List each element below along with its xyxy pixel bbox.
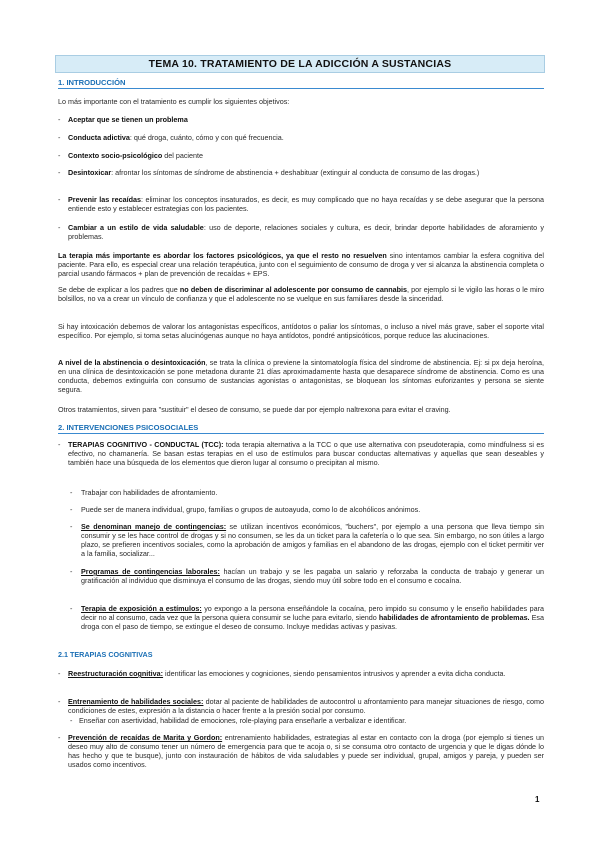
paragraph-parents	[58, 285, 544, 303]
bullet-dash: -	[70, 522, 73, 531]
objective-title: Contexto socio-psicológico	[68, 151, 163, 160]
paragraph-other-treatments: Otros tratamientos, sirven para "sustituir" el deseo de consumo, se puede dar por ejemplo naltrexona para evitar el craving.	[58, 405, 451, 414]
objective-title: Prevenir las recaídas	[68, 195, 141, 204]
objective-title: Desintoxicar	[68, 168, 112, 177]
objective-text: : afrontar los síntomas de síndrome de abstinencia + deshabituar (extinguir al conducta de consumo de las drogas.)	[111, 168, 480, 177]
subitem-text: Trabajar con habilidades de afrontamiento.	[81, 488, 218, 497]
objective-item	[58, 133, 544, 142]
bullet-dash: -	[58, 440, 61, 449]
cognitive-item-text: dotar al paciente de habilidades de autocontrol u afrontamiento para manejar situaciones de riesgo, como condiciones de estes, expresión a la distancia o hacer frente a la presión social por consumo.	[68, 697, 544, 715]
bold-phrase: no deben de discriminar al adolescente por consumo de cannabis	[179, 285, 407, 294]
document-title-box	[55, 55, 545, 73]
objective-title: Conducta adictiva	[68, 133, 130, 142]
subitem-text: hacían un trabajo y se les pagaba un salario y reforzaba la conducta de trabajo y generar un gratificación al individuo que disminuya el consumo de las drogas, siendo muy útil sobre todo en el consumo e cocaína.	[81, 567, 544, 585]
objective-item	[58, 115, 544, 124]
objective-title: Aceptar que se tienen un problema	[68, 115, 188, 124]
cognitive-item-text: identificar las emociones y cogniciones, siendo pensamientos intrusivos y aprender a evita dicha conducta.	[163, 669, 506, 678]
cognitive-item	[58, 669, 544, 678]
paragraph-psychological-factors	[58, 251, 544, 278]
page-number: 1	[535, 795, 540, 804]
objective-item	[58, 168, 544, 177]
objective-text: : eliminar los conceptos insaturados, es decir, es muy complicado que no haya recaídas y se debe asegurar que la persona entiende esto y establecer estrategias con los pacientes.	[68, 195, 544, 213]
intro-paragraph: Lo más importante con el tratamiento es cumplir los siguientes objetivos:	[58, 97, 290, 106]
objective-item	[58, 195, 544, 213]
paragraph-text: , por ejemplo si le vigilo las horas o le miro bolsillos, no va a crear un vínculo de confianza y que el adolescente no se vuelque en sus familiares desde la sinceridad.	[58, 285, 544, 303]
objective-text: : qué droga, cuánto, cómo y con qué frecuencia.	[129, 133, 284, 142]
tcc-subitem	[70, 505, 544, 514]
subitem-text: yo expongo a la persona enseñándole la cocaína, pero impido su consumo y le enseño habilidades para decir no al consumo, cada vez que la persona quiera consumir se luche para evitarlo, siendo	[81, 604, 544, 622]
tcc-subitem	[70, 567, 544, 585]
bullet-dash: -	[70, 505, 73, 514]
nested-item	[70, 716, 544, 725]
tcc-text: toda terapia alternativa a la TCC o que use alternativa con pseudoterapia, como mindfulness si es efectivo, no chamanería. Se basan estas terapias en el uso de estímulos para buscar conductas alternativas y aquellas que sean deseables y también hace una búsqueda de los elementos que dieron lugar al consumo o precipitan al mismo.	[68, 440, 545, 467]
bold-phrase: habilidades de afrontamiento de problemas.	[378, 613, 530, 622]
cognitive-item-title: Prevención de recaídas de Marita y Gordon:	[68, 733, 223, 742]
bullet-dash: -	[58, 223, 61, 232]
subitem-text: Puede ser de manera individual, grupo, familias o grupos de autoayuda, como lo de alcohólicos anónimos.	[81, 505, 421, 514]
bullet-dash: -	[58, 133, 61, 142]
tcc-item	[58, 440, 544, 467]
bullet-dash: -	[58, 697, 61, 706]
paragraph-text: Se debe de explicar a los padres que	[58, 285, 180, 294]
bullet-dash: -	[70, 488, 73, 497]
bold-lead: La terapia más importante es abordar los factores psicológicos, ya que el resto no resuelven	[58, 251, 387, 260]
subitem-text: se utilizan incentivos económicos, "buchers", por ejemplo a una persona que lleva tiempo sin consumir y se les hace control de drogas y si no consumen, se les da un ticket para la cafetería o lo que sea. Sin embargo, no son útiles a largo plazo, se prefieren incentivos sociales, como la aprobación de amigos y familias en el abandono de las drogas, ejemplo con el ticket permitir ver a la familia, socializar...	[81, 522, 544, 558]
tcc-subitem	[70, 488, 544, 497]
subitem-title: Terapia de exposición a estímulos:	[81, 604, 202, 613]
bullet-dash: -	[58, 195, 61, 204]
bold-lead: A nivel de la abstinencia o desintoxicación	[58, 358, 206, 367]
document-title: TEMA 10. TRATAMIENTO DE LA ADICCIÓN A SUSTANCIAS	[148, 58, 452, 70]
section-heading-introduccion: 1. INTRODUCCIÓN	[58, 78, 544, 89]
subsection-heading-terapias-cognitivas: 2.1 TERAPIAS COGNITIVAS	[58, 650, 153, 659]
tcc-subitem	[70, 522, 544, 558]
objective-title: Cambiar a un estilo de vida saludable	[68, 223, 204, 232]
tcc-title: TERAPIAS COGNITIVO - CONDUCTAL (TCC):	[68, 440, 224, 449]
paragraph-intoxication: Si hay intoxicación debemos de valorar los antagonistas específicos, antídotos o paliar los síntomas, o incluso a nivel más grave, saber el soporte vital específico. Por ejemplo, si toma setas alucinógenas aunque no haya antídotos, pondré antipsicóticos, porque reduce las alucinaciones.	[58, 322, 544, 340]
bullet-dash: -	[58, 733, 61, 742]
bullet-dash: -	[58, 151, 61, 160]
cognitive-item-title: Reestructuración cognitiva:	[68, 669, 164, 678]
cognitive-item-title: Entrenamiento de habilidades sociales:	[68, 697, 204, 706]
bullet-dash: -	[70, 567, 73, 576]
bullet-dash: -	[58, 115, 61, 124]
cognitive-item	[58, 733, 544, 769]
paragraph-text: , se trata la clínica o previene la sintomatología física del síndrome de abstinencia. Ej: si px deja heroína, en una clínica de desintoxicación se pone metadona durante 21 días aproximadamente hasta que desaparece síndrome de abstinencia. Como es una conducta, debemos extinguirla con consumo de sustancias agonistas o antagonistas, se bloquean los síntomas euforizantes y persona se siente segura.	[58, 358, 544, 394]
cognitive-item-text: entrenamiento habilidades, estrategias al estar en contacto con la droga (por ejemplo si tienes un deseo muy alto de consumo tener un número de emergencia para que te acoja o, si se consuma otro contacto de urgencia y que le digas dónde lo has hecho y que te busque), junto con instauración de hábitos de vida saludables y puede ser individual, grupal, amigos y pareja, y pueden ser usados como incentivos.	[68, 733, 545, 769]
bullet-dash: -	[58, 168, 61, 177]
nested-item-text: Enseñar con asertividad, habilidad de emociones, role-playing para enseñarle a verbalizar e identificar.	[79, 716, 407, 725]
section-heading-intervenciones: 2. INTERVENCIONES PSICOSOCIALES	[58, 423, 544, 434]
tcc-subitem	[70, 604, 544, 631]
objective-item	[58, 223, 544, 241]
bullet-dash: -	[70, 716, 73, 725]
subitem-title: Se denominan manejo de contingencias:	[81, 522, 227, 531]
paragraph-text: sino intentamos cambiar la esfera cognitiva del paciente. Para ello, es especial crear una relación terapéutica, junto con el seguimiento de consumo de droga y ver si alcanza la abstinencia completa o parcial usando fármacos + plan de prevención de recaídas + EPS.	[58, 251, 545, 278]
objective-item	[58, 151, 544, 160]
bullet-dash: -	[58, 669, 61, 678]
objective-text: del paciente	[162, 151, 204, 160]
cognitive-item	[58, 697, 544, 715]
subitem-text: Esa droga con el paso de tiempo, se extingue el deseo de consumo. Incluye medidas activas y pasivas.	[81, 613, 544, 631]
bullet-dash: -	[70, 604, 73, 613]
paragraph-abstinence	[58, 358, 544, 394]
subitem-title: Programas de contingencias laborales:	[81, 567, 220, 576]
objective-text: : uso de deporte, relaciones sociales y cultura, es decir, brindar deporte habilidades de aforamiento y problemas.	[68, 223, 545, 241]
